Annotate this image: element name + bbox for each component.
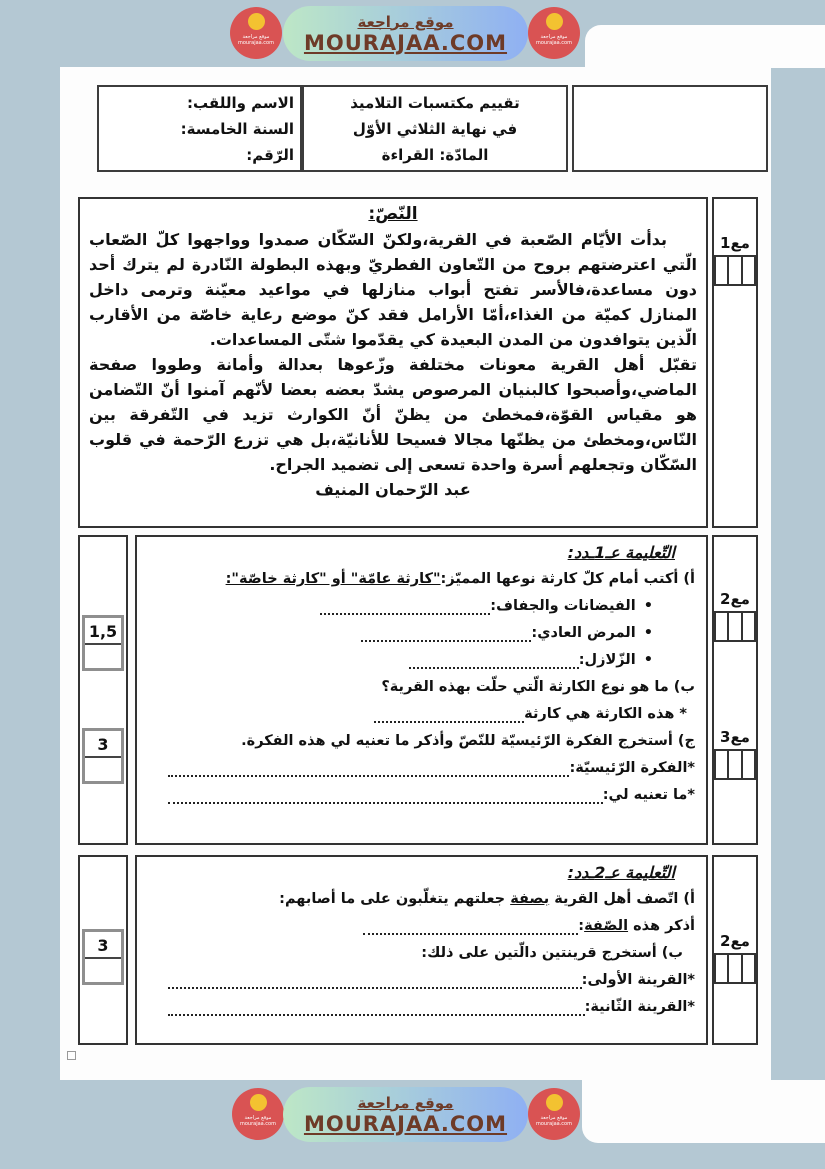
site-banner <box>283 6 528 61</box>
grade-cell <box>727 751 740 778</box>
answer-c1-label: *الفكرة الرّئيسيّة: <box>569 760 695 776</box>
question-a-text: جعلتهم يتغلّبون على ما أصابهم: <box>279 891 511 907</box>
exercise2-question-a <box>148 886 695 913</box>
question-a-text: أ) أكتب أمام كلّ كارثة نوعها المميّز: <box>440 571 695 587</box>
student-info-cell <box>97 85 302 172</box>
bullet-label: الفيضانات والجفاف: <box>490 598 636 614</box>
bullet-icon: • <box>643 598 653 614</box>
grade-cell <box>741 613 754 640</box>
page-sheet-top-right <box>585 25 825 68</box>
criterion-grade-grid <box>714 953 756 984</box>
reading-text-box <box>78 197 708 528</box>
score-empty-cell <box>85 645 121 668</box>
logo-book-icon <box>546 1094 563 1111</box>
list-item <box>148 593 653 620</box>
question-a-underlined: بصفة <box>510 891 550 907</box>
banner-site-domain: MOURAJAA.COM <box>303 30 508 55</box>
exercise2-answer-a <box>148 913 695 940</box>
banner-site-domain: MOURAJAA.COM <box>303 1111 508 1136</box>
exercise1-answer-c2 <box>148 782 695 809</box>
answer-c2-label: *ما تعنيه لي: <box>602 787 695 803</box>
answer-b2-label: *القرينة الثّانية: <box>584 999 695 1015</box>
score-value: 3 <box>85 932 121 959</box>
exercise2-answer-b2 <box>148 994 695 1021</box>
banner-site-name: موقع مراجعة <box>357 1093 454 1112</box>
exam-title-line1: تقييم مكتسبات التلاميذ <box>350 93 520 112</box>
answer-b-label: * هذه الكارثة هي كارثة <box>524 706 687 722</box>
score-box-b <box>82 929 124 985</box>
score-column-ex2 <box>78 855 128 1045</box>
exam-title-line2: في نهاية الثلاثي الأوّل <box>352 119 518 138</box>
answer-a-label: أذكر هذه الصّفة: <box>578 918 695 934</box>
grade-cell <box>741 955 754 982</box>
score-empty-cell <box>85 959 121 982</box>
student-name-label: الاسم واللقب: <box>187 93 294 112</box>
question-a-options: "كارثة عامّة" أو "كارثة خاصّة": <box>225 571 441 587</box>
criterion-column-text <box>712 197 758 528</box>
answer-blank <box>168 790 603 804</box>
answer-blank <box>374 709 524 723</box>
criterion-label: مع1 <box>720 234 750 252</box>
exam-subject: المادّة: القراءة <box>381 145 489 164</box>
header-table <box>93 85 768 172</box>
exercise1-answer-b <box>148 701 687 728</box>
exercise2-question-b: ب) أستخرج قرينتين دالّتين على ذلك: <box>421 945 683 961</box>
answer-blank <box>320 601 490 615</box>
grade-cell <box>727 257 740 284</box>
answer-blank <box>168 763 569 777</box>
exercise2-box <box>135 855 708 1045</box>
site-logo <box>232 1088 284 1140</box>
logo-book-icon <box>250 1094 267 1111</box>
criterion-grade-grid <box>714 255 756 286</box>
logo-caption: موقع مراجعة mourajaa.com <box>239 1115 276 1127</box>
logo-caption: موقع مراجعة mourajaa.com <box>535 1115 572 1127</box>
exercise1-question-a <box>148 566 695 593</box>
exercise1-question-b: ب) ما هو نوع الكارثة الّتي حلّت بهذه القرية؟ <box>381 679 695 695</box>
grade-cell <box>716 613 727 640</box>
criterion-label: مع3 <box>720 728 750 746</box>
score-value: 3 <box>85 731 121 758</box>
criterion-column-ex1 <box>712 535 758 845</box>
grade-cell <box>727 955 740 982</box>
grade-cell <box>727 613 740 640</box>
score-column-ex1 <box>78 535 128 845</box>
site-banner <box>283 1087 528 1142</box>
answer-b1-label: *القرينة الأولى: <box>581 972 695 988</box>
text-paragraph-1: بدأت الأيّام الصّعبة في القرية،ولكنّ السّكّان صمدوا وواجهوا كلّ الصّعاب الّتي اعترضتهم بروح من التّعاون الفطريّ وبهذه البطولة النّادرة لم يترك أحد دون مساعدة،فالأسر تفتح أبواب منازلها في مواعيد معيّنة وترمى داخل المنازل كميّة من الغذاء،أمّا الأرامل فقد كنّ موضع رعاية خاصّة من الأقارب الّذين يتوافدون من المدن البعيدة كي يقدّموا شتّى المساعدات. <box>89 230 697 349</box>
grade-cell <box>716 751 727 778</box>
anchor-marker <box>67 1051 76 1060</box>
bullet-label: الزّلازل: <box>578 652 636 668</box>
exercise2-title: التّعليمة عـ2ـدد: <box>567 863 675 882</box>
text-paragraph-2: تقبّل أهل القرية معونات مختلفة وزّعوها بعدالة وأمانة وطووا صفحة الماضي،وأصبحوا كالبنيان المرصوص يشدّ بعضه بعضا لأنّهم آمنوا أنّ التّضامن هو مقياس القوّة،فمخطئ من يظنّ أنّ الكوارث تزيد في التّفرقة بين النّاس،ومخطئ من يظنّها مجالا فسيحا للأنانيّة،بل هي تزرع الرّحمة في قلوب السّكّان وتجعلهم أسرة واحدة تسعى إلى تضميد الجراح. <box>89 355 697 474</box>
grade-cell <box>716 955 727 982</box>
answer-blank <box>409 655 579 669</box>
answer-blank <box>363 921 578 935</box>
logo-book-icon <box>546 13 563 30</box>
answer-blank <box>361 628 531 642</box>
text-title: النّصّ: <box>368 204 418 224</box>
logo-book-icon <box>248 13 265 30</box>
page-sheet-bottom-right <box>582 1080 825 1143</box>
logo-caption: موقع مراجعة mourajaa.com <box>237 34 274 46</box>
grade-cell <box>716 257 727 284</box>
criterion-grade-grid <box>714 611 756 642</box>
bullet-label: المرض العادي: <box>531 625 636 641</box>
exercise1-title: التّعليمة عـ1ـدد: <box>567 543 675 562</box>
logo-caption: موقع مراجعة mourajaa.com <box>535 34 572 46</box>
site-logo <box>528 1088 580 1140</box>
grade-cell <box>741 257 754 284</box>
exercise1-box <box>135 535 708 845</box>
score-box-a <box>82 615 124 671</box>
exercise1-answer-c1 <box>148 755 695 782</box>
criterion-column-ex2 <box>712 855 758 1045</box>
question-a-text: أ) اتّصف أهل القرية <box>549 891 695 907</box>
answer-blank <box>168 975 582 989</box>
score-box-c <box>82 728 124 784</box>
text-author: عبد الرّحمان المنيف <box>315 480 471 499</box>
bullet-icon: • <box>643 652 653 668</box>
criterion-grade-grid <box>714 749 756 780</box>
school-cell <box>572 85 768 172</box>
exercise1-question-c: ج) أستخرج الفكرة الرّئيسيّة للنّصّ وأذكر ما تعنيه لي هذه الفكرة. <box>241 733 695 749</box>
answer-blank <box>168 1002 585 1016</box>
list-item <box>148 647 653 674</box>
exam-title-cell <box>302 85 568 172</box>
criterion-label: مع2 <box>720 590 750 608</box>
site-logo <box>528 7 580 59</box>
score-value: 1,5 <box>85 618 121 645</box>
student-year-label: السنة الخامسة: <box>180 119 294 138</box>
grade-cell <box>741 751 754 778</box>
student-number-label: الرّقم: <box>246 145 294 164</box>
banner-site-name: موقع مراجعة <box>357 12 454 31</box>
bullet-icon: • <box>643 625 653 641</box>
exercise2-answer-b1 <box>148 967 695 994</box>
list-item <box>148 620 653 647</box>
site-logo <box>230 7 282 59</box>
criterion-label: مع2 <box>720 932 750 950</box>
score-empty-cell <box>85 758 121 781</box>
